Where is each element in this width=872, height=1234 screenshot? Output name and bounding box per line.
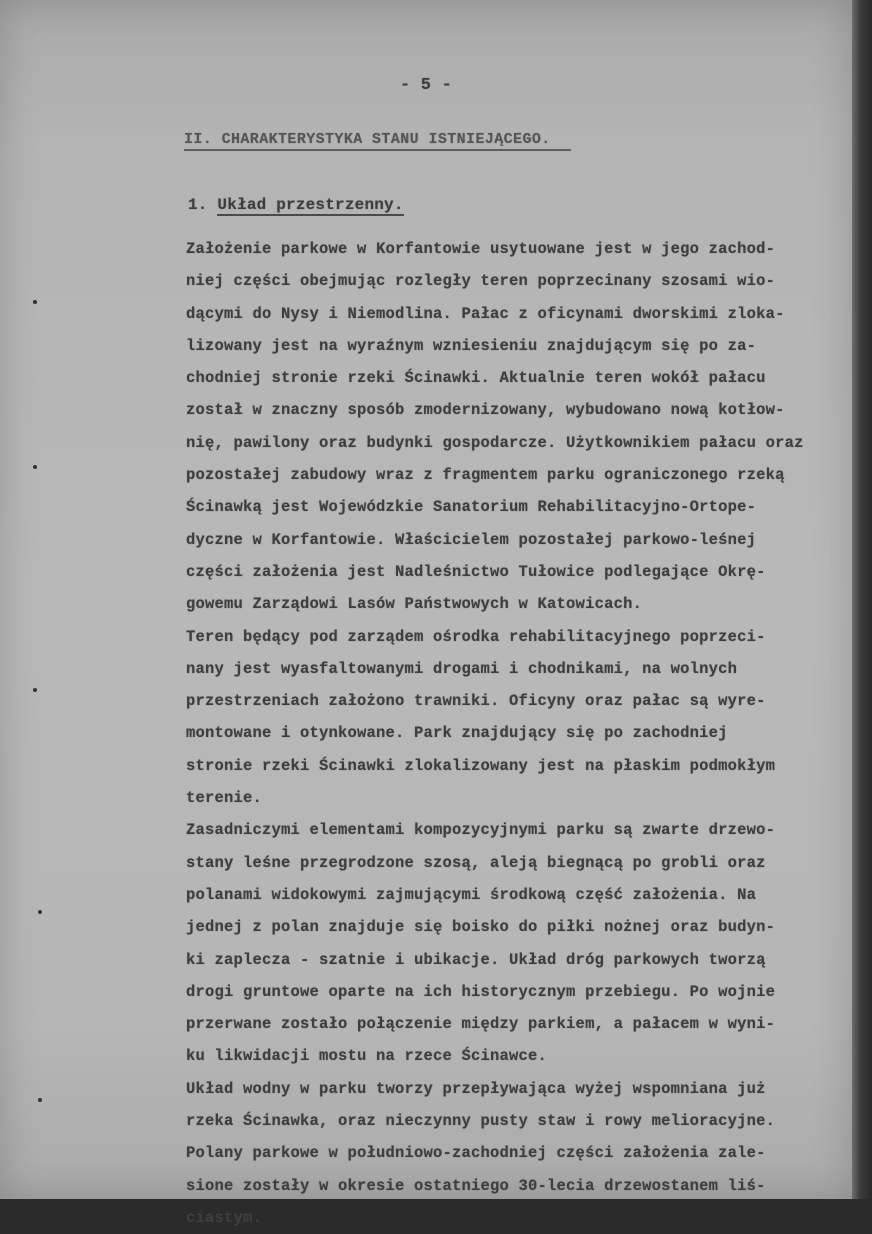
margin-mark [38,910,42,914]
text-line: przestrzeniach założono trawniki. Oficyny oraz pałac są wyre- [186,692,766,711]
text-line: jednej z polan znajduje się boisko do piłki nożnej oraz budyn- [186,918,776,937]
text-line: ki zaplecza - szatnie i ubikacje. Układ dróg parkowych tworzą [186,950,766,969]
text-line: terenie. [186,789,263,808]
text-line: sione zostały w okresie ostatniego 30-lecia drzewostanem liś- [186,1176,766,1195]
text-line: rzeka Ścinawka, oraz nieczynny pusty staw i rowy melioracyjne. [186,1112,776,1131]
text-line: Założenie parkowe w Korfantowie usytuowane jest w jego zachod- [186,240,776,258]
margin-mark [33,688,37,692]
scan-edge [852,0,872,1199]
text-line: stany leśne przegrodzone szosą, aleją biegnącą po grobli oraz [186,853,766,872]
text-line: części założenia jest Nadleśnictwo Tułowice podlegające Okrę- [186,562,766,581]
text-line: lizowany jest na wyraźnym wzniesieniu znajdującym się po za- [186,336,757,355]
text-line: drogi gruntowe oparte na ich historycznym przebiegu. Po wojnie [186,982,776,1001]
subheading [188,196,404,214]
text-line: Zasadniczymi elementami kompozycyjnymi parku są zwarte drzewo- [186,821,776,840]
subheading-title: Układ przestrzenny. [217,196,404,214]
text-line: nany jest wyasfaltowanymi drogami i chodnikami, na wolnych [186,659,738,678]
text-line: Polany parkowe w południowo-zachodniej części założenia zale- [186,1144,766,1163]
subheading-number: 1. [188,196,208,214]
section-heading: II. CHARAKTERYSTYKA STANU ISTNIEJĄCEGO. [184,131,571,151]
text-line: pozostałej zabudowy wraz z fragmentem parku ograniczonego rzeką [186,466,785,485]
text-line: dyczne w Korfantowie. Właścicielem pozostałej parkowo-leśnej [186,530,757,549]
text-line: Układ wodny w parku tworzy przepływająca wyżej wspomniana już [186,1079,766,1098]
margin-mark [38,1098,42,1102]
text-line: przerwane zostało połączenie między parkiem, a pałacem w wyni- [186,1015,776,1034]
text-line: dącymi do Nysy i Niemodlina. Pałac z oficynami dworskimi zloka- [186,304,785,323]
text-line: Ścinawką jest Wojewódzkie Sanatorium Rehabilitacyjno-Ortope- [186,498,757,517]
margin-mark [33,465,37,469]
page-number: - 5 - [400,76,453,95]
body-text [186,233,846,1234]
text-line: polanami widokowymi zajmującymi środkową część założenia. Na [186,885,757,904]
text-line: Teren będący pod zarządem ośrodka rehabilitacyjnego poprzeci- [186,627,766,646]
text-line: ciastym. [186,1208,263,1227]
text-line: został w znaczny sposób zmodernizowany, wybudowano nową kotłow- [186,401,785,420]
text-line: ku likwidacji mostu na rzece Ścinawce. [186,1047,548,1066]
text-line: gowemu Zarządowi Lasów Państwowych w Katowicach. [186,595,643,614]
margin-mark [33,300,37,304]
text-line: chodniej stronie rzeki Ścinawki. Aktualnie teren wokół pałacu [186,369,766,388]
text-line: montowane i otynkowane. Park znajdujący się po zachodniej [186,724,728,743]
text-line: stronie rzeki Ścinawki zlokalizowany jest na płaskim podmokłym [186,756,776,775]
text-line: nię, pawilony oraz budynki gospodarcze. Użytkownikiem pałacu oraz [186,433,804,452]
text-line: niej części obejmując rozległy teren poprzecinany szosami wio- [186,272,776,291]
